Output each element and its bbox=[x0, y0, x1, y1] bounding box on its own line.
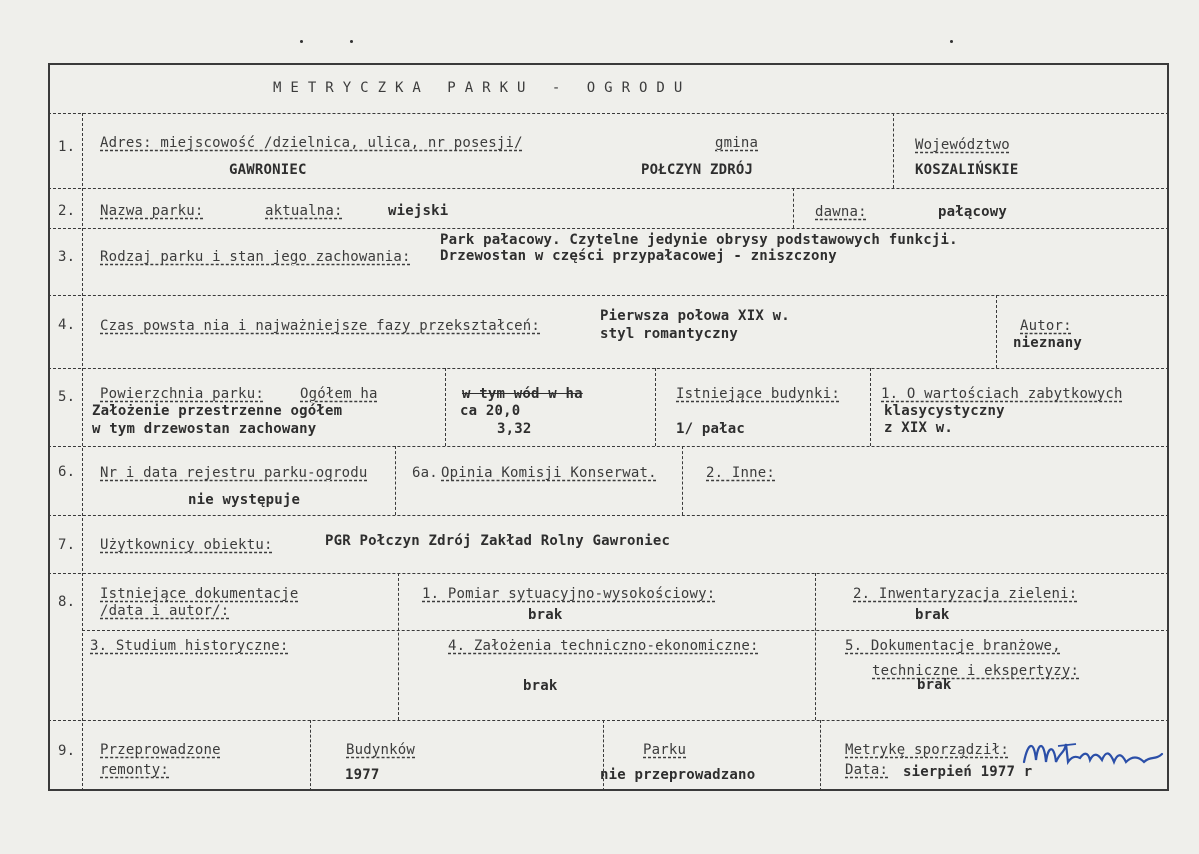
register-label: Nr i data rejestru parku-ogrodu bbox=[100, 465, 368, 481]
branch-docs-line2: techniczne i ekspertyzy: bbox=[872, 663, 1080, 679]
total-area-value: ca 20,0 bbox=[460, 403, 521, 419]
park-type-line2: Drzewostan w części przypałacowej - zniszczony bbox=[440, 248, 837, 264]
form-title: METRYCZKA PARKU - OGRODU bbox=[273, 80, 692, 96]
docs-label-line1: Istniejące dokumentacje bbox=[100, 586, 299, 602]
col-divider bbox=[793, 188, 794, 228]
col-divider bbox=[682, 446, 683, 515]
signature bbox=[1018, 722, 1168, 782]
row-number: 4. bbox=[58, 317, 76, 333]
col-divider bbox=[870, 368, 871, 446]
register-value: nie występuje bbox=[188, 492, 301, 508]
technical-label: 4. Założenia techniczno-ekonomiczne: bbox=[448, 638, 759, 654]
park-type-line1: Park pałacowy. Czytelne jedynie obrysy podstawowych funkcji. bbox=[440, 232, 958, 248]
former-name-value: pałącowy bbox=[938, 204, 1008, 220]
number-column-line bbox=[82, 113, 83, 791]
row-number: 1. bbox=[58, 139, 76, 155]
gmina-label: gmina bbox=[715, 135, 759, 151]
row-divider bbox=[48, 228, 1169, 229]
technical-value: brak bbox=[523, 678, 558, 694]
current-name-value: wiejski bbox=[388, 203, 449, 219]
col-divider bbox=[398, 573, 399, 720]
row-divider bbox=[48, 113, 1169, 114]
opinion-label: Opinia Komisji Konserwat. bbox=[441, 465, 657, 481]
row-number: 3. bbox=[58, 249, 76, 265]
col-divider bbox=[893, 113, 894, 188]
buildings-renovation-value: 1977 bbox=[345, 767, 380, 783]
inventory-value: brak bbox=[915, 607, 950, 623]
opinion-number: 6a. bbox=[412, 465, 438, 481]
col-divider bbox=[820, 720, 821, 791]
row-number: 7. bbox=[58, 537, 76, 553]
col-divider bbox=[996, 295, 997, 368]
row-divider bbox=[48, 515, 1169, 516]
docs-label-line2: /data i autor/: bbox=[100, 603, 230, 619]
row-number: 2. bbox=[58, 203, 76, 219]
buildings-value: 1/ pałac bbox=[676, 421, 746, 437]
buildings-renovation-label: Budynków bbox=[346, 742, 416, 758]
row-divider bbox=[48, 368, 1169, 369]
study-label: 3. Studium historyczne: bbox=[90, 638, 289, 654]
layout-label: Założenie przestrzenne ogółem bbox=[92, 403, 343, 419]
park-name-label: Nazwa parku: bbox=[100, 203, 204, 219]
users-label: Użytkownicy obiektu: bbox=[100, 537, 273, 553]
col-divider bbox=[445, 368, 446, 446]
former-name-label: dawna: bbox=[815, 204, 867, 220]
author-label: Autor: bbox=[1020, 318, 1072, 334]
area-label: Powierzchnia parku: bbox=[100, 386, 264, 402]
date-value: sierpień 1977 r bbox=[903, 764, 1033, 780]
current-name-label: aktualna: bbox=[265, 203, 343, 219]
inventory-label: 2. Inwentaryzacja zieleni: bbox=[853, 586, 1078, 602]
monuments-line2: z XIX w. bbox=[884, 420, 954, 436]
trees-area-value: 3,32 bbox=[497, 421, 532, 437]
row-divider bbox=[48, 188, 1169, 189]
row-number: 5. bbox=[58, 389, 76, 405]
punch-hole bbox=[300, 40, 303, 43]
branch-docs-value: brak bbox=[917, 677, 952, 693]
survey-label: 1. Pomiar sytuacyjno-wysokościowy: bbox=[422, 586, 716, 602]
survey-value: brak bbox=[528, 607, 563, 623]
author-value: nieznany bbox=[1013, 335, 1083, 351]
col-divider bbox=[395, 446, 396, 515]
trees-label: w tym drzewostan zachowany bbox=[92, 421, 317, 437]
row-divider bbox=[48, 573, 1169, 574]
col-divider bbox=[815, 573, 816, 720]
park-type-label: Rodzaj parku i stan jego zachowania: bbox=[100, 249, 411, 265]
row-divider bbox=[82, 630, 1169, 631]
address-label: Adres: miejscowość /dzielnica, ulica, nr posesji/ bbox=[100, 135, 523, 151]
voivodeship-value: KOSZALIŃSKIE bbox=[915, 162, 1019, 178]
park-renovation-value: nie przeprowadzano bbox=[600, 767, 756, 783]
date-label: Data: bbox=[845, 762, 889, 778]
row-number: 9. bbox=[58, 743, 76, 759]
renovations-label-line2: remonty: bbox=[100, 762, 170, 778]
row-divider bbox=[48, 446, 1169, 447]
water-label: w tym wód w ha bbox=[462, 386, 583, 402]
monuments-line1: klasycystyczny bbox=[884, 403, 1005, 419]
col-divider bbox=[310, 720, 311, 791]
row-divider bbox=[48, 295, 1169, 296]
total-area-label: Ogółem ha bbox=[300, 386, 378, 402]
punch-hole bbox=[350, 40, 353, 43]
history-label: Czas powsta nia i najważniejsze fazy przekształceń: bbox=[100, 318, 541, 334]
monuments-label: 1. O wartościach zabytkowych bbox=[881, 386, 1123, 402]
buildings-label: Istniejące budynki: bbox=[676, 386, 840, 402]
prepared-by-label: Metrykę sporządził: bbox=[845, 742, 1009, 758]
other-label: 2. Inne: bbox=[706, 465, 776, 481]
col-divider bbox=[655, 368, 656, 446]
gmina-value: POŁCZYN ZDRÓJ bbox=[641, 162, 754, 178]
users-value: PGR Połczyn Zdrój Zakład Rolny Gawroniec bbox=[325, 533, 671, 549]
punch-hole bbox=[950, 40, 953, 43]
row-divider bbox=[48, 720, 1169, 721]
row-number: 6. bbox=[58, 464, 76, 480]
history-line2: styl romantyczny bbox=[600, 326, 739, 342]
renovations-label-line1: Przeprowadzone bbox=[100, 742, 221, 758]
branch-docs-line1: 5. Dokumentacje branżowe, bbox=[845, 638, 1061, 654]
voivodeship-label: Województwo bbox=[915, 137, 1010, 153]
park-renovation-label: Parku bbox=[643, 742, 687, 758]
history-line1: Pierwsza połowa XIX w. bbox=[600, 308, 790, 324]
place-value: GAWRONIEC bbox=[229, 162, 307, 178]
row-number: 8. bbox=[58, 594, 76, 610]
